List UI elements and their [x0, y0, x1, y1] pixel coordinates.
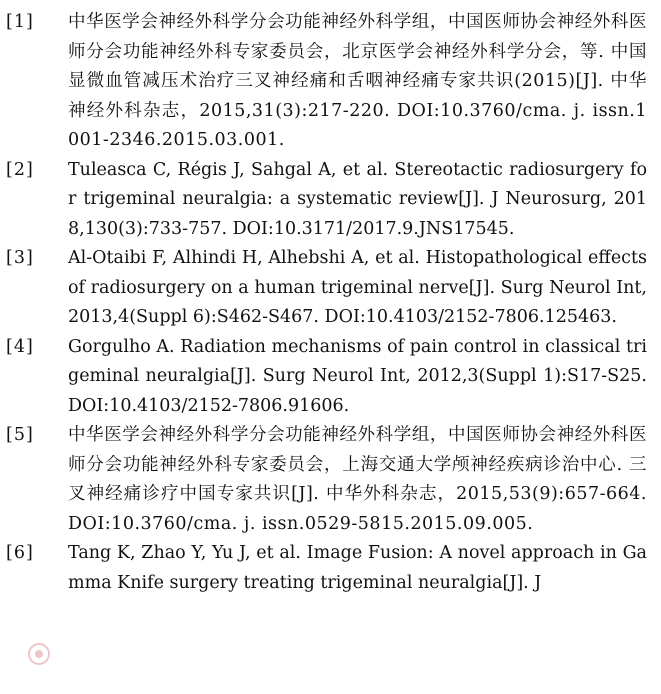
watermark-logo-icon: [28, 643, 50, 665]
reference-number: [5]: [6, 425, 34, 445]
reference-item: [0, 421, 661, 539]
reference-item: [0, 244, 661, 333]
reference-item: [0, 156, 661, 245]
reference-text: Gorgulho A. Radiation mechanisms of pain control in classical trigeminal neuralgia[J]. Surg Neurol Int, 2012,3(Suppl 1):S17-S25. DOI:10.4103/2152-7806.91606.: [68, 336, 647, 416]
reference-number: [6]: [6, 543, 34, 563]
watermark: [28, 642, 50, 666]
reference-text: 中华医学会神经外科学分会功能神经外科学组，中国医师协会神经外科医师分会功能神经外科专家委员会，上海交通大学颅神经疾病诊治中心. 三叉神经痛诊疗中国专家共识[J]. 中华外科杂志，2015,53(9):657-664. DOI:10.3760/cma. j. issn.0529-5815.2015.09.005.: [68, 425, 647, 534]
reference-item: [0, 539, 661, 598]
reference-number: [1]: [6, 12, 34, 32]
reference-number: [2]: [6, 159, 34, 180]
reference-number: [3]: [6, 248, 34, 268]
reference-number: [4]: [6, 336, 34, 357]
reference-item: [0, 8, 661, 156]
reference-text: Tang K, Zhao Y, Yu J, et al. Image Fusion: A novel approach in Gamma Knife surgery treating trigeminal neuralgia[J]. J: [68, 543, 647, 593]
reference-text: Tuleasca C, Régis J, Sahgal A, et al. Stereotactic radiosurgery for trigeminal neuralgia: a systematic review[J]. J Neurosurg, 2018,130(3):733-757. DOI:10.3171/2017.9.JNS17545.: [68, 159, 647, 239]
reference-item: [0, 333, 661, 422]
reference-text: 中华医学会神经外科学分会功能神经外科学组，中国医师协会神经外科医师分会功能神经外科专家委员会，北京医学会神经外科学分会，等. 中国显微血管减压术治疗三叉神经痛和舌咽神经痛专家共识(2015)[J]. 中华神经外科杂志，2015,31(3):217-220. DOI:10.3760/cma. j. issn.1001-2346.2015.03.001.: [68, 12, 647, 150]
reference-text: Al-Otaibi F, Alhindi H, Alhebshi A, et al. Histopathological effects of radiosurgery on a human trigeminal nerve[J]. Surg Neurol Int, 2013,4(Suppl 6):S462-S467. DOI:10.4103/2152-7806.125463.: [68, 248, 647, 327]
